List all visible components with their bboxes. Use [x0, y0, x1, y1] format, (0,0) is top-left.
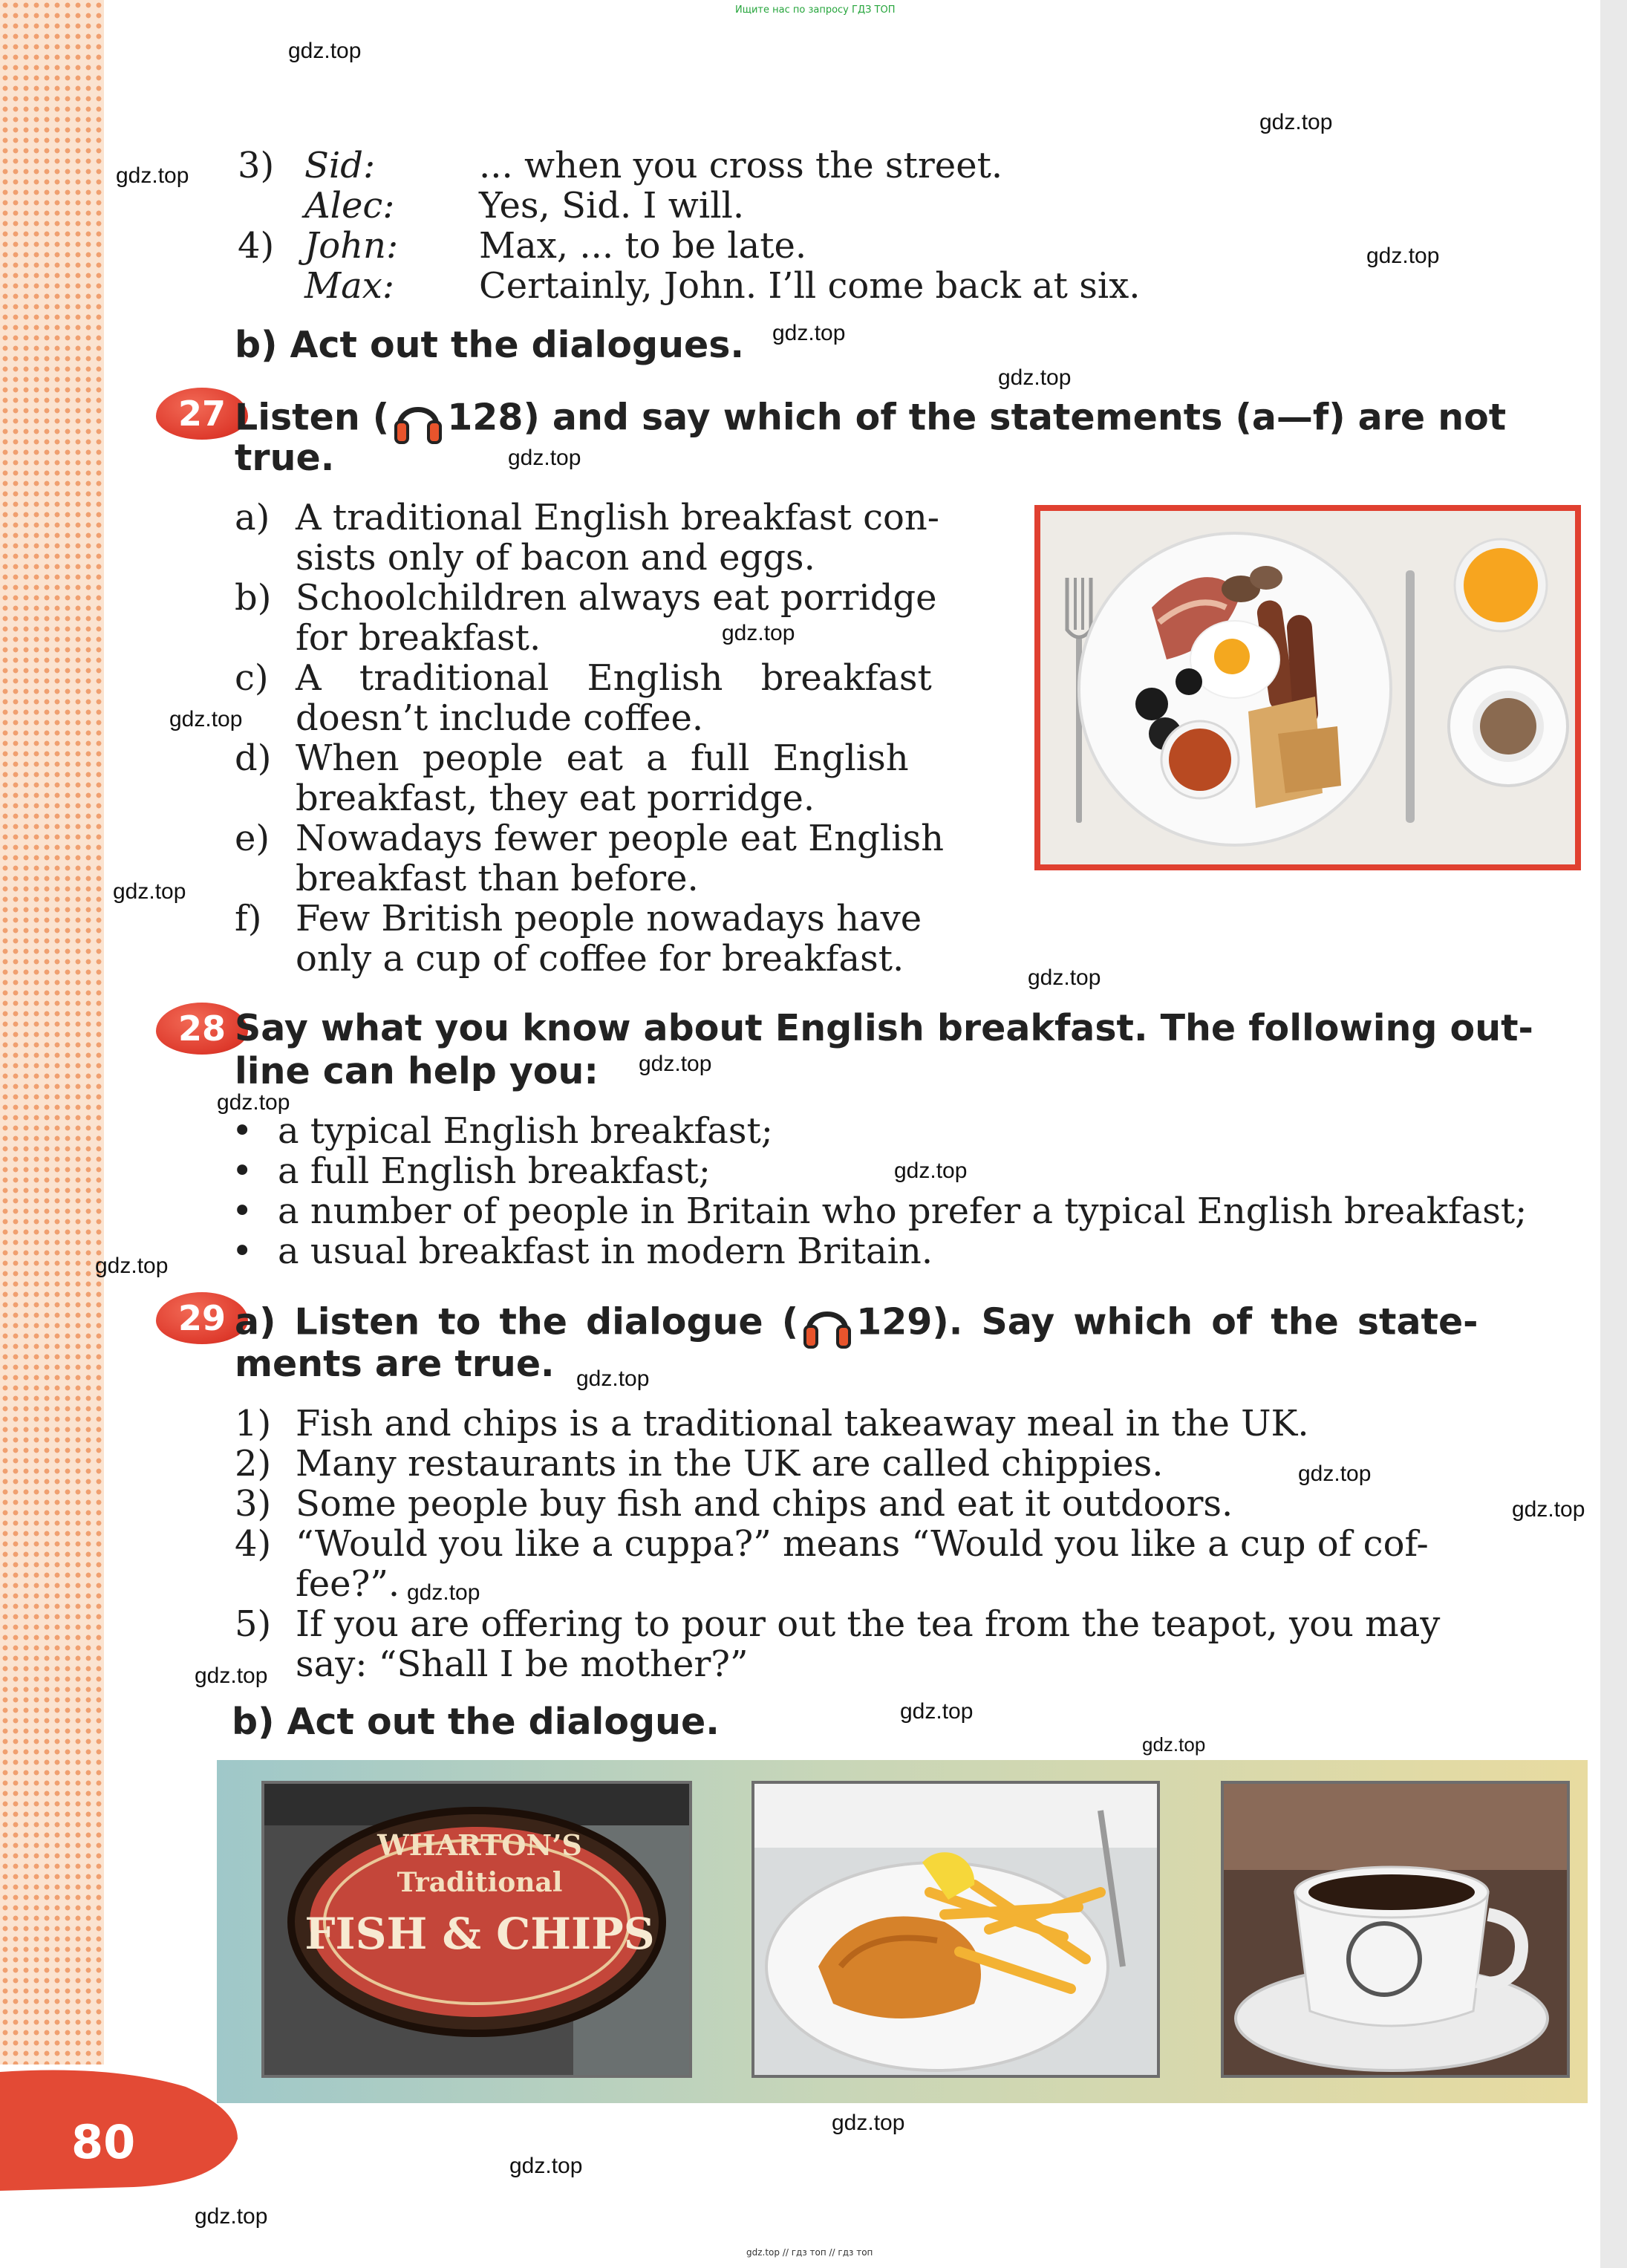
item-label: d) [235, 737, 272, 779]
bullet-text: a full English breakfast; [278, 1150, 711, 1192]
footer-note: gdz.top // гдз топ // гдз топ [746, 2247, 873, 2258]
item-label: 5) [235, 1603, 272, 1645]
watermark: gdz.top [195, 1663, 268, 1688]
fish-and-chips-sign-photo [261, 1781, 692, 2078]
watermark: gdz.top [508, 446, 581, 470]
watermark: gdz.top [576, 1366, 650, 1391]
watermark: gdz.top [772, 321, 846, 345]
watermark: gdz.top [509, 2154, 583, 2178]
sign-text: WHARTON’S [377, 1828, 582, 1862]
watermark: gdz.top [894, 1159, 968, 1183]
exercise-badge-29: 29 [156, 1292, 248, 1344]
exercise-29-instruction-cont: ments are true. [235, 1343, 555, 1385]
watermark: gdz.top [1028, 965, 1101, 990]
item-text: A traditional English breakfast [296, 657, 932, 699]
item-text: If you are offering to pour out the tea from the teapot, you may [296, 1603, 1441, 1645]
task-act-out-dialogues: b) Act out the dialogues. [235, 324, 744, 366]
dialogue-speaker: Alec: [304, 185, 395, 227]
dialogue-speaker: Sid: [304, 145, 376, 186]
instruction-text: a) Listen to the dialogue ( [235, 1300, 799, 1343]
headphones-icon [803, 1298, 852, 1350]
item-text: When people eat a full English [296, 737, 909, 779]
watermark: gdz.top [1298, 1462, 1372, 1486]
item-label: c) [235, 657, 269, 699]
item-text: only a cup of coffee for breakfast. [296, 938, 904, 980]
dialogue-text: Yes, Sid. I will. [479, 185, 745, 227]
item-text: for breakfast. [296, 617, 541, 659]
item-text: “Would you like a cuppa?” means “Would you like a cup of cof- [296, 1523, 1429, 1565]
dialogue-text: Certainly, John. I’ll come back at six. [479, 265, 1141, 307]
watermark: gdz.top [900, 1699, 974, 1724]
item-text: say: “Shall I be mother?” [296, 1643, 749, 1685]
breakfast-illustration [1040, 511, 1575, 864]
dialogue-text: ... when you cross the street. [479, 145, 1003, 186]
header-note: Ищите нас по запросу ГДЗ ТОП [735, 4, 896, 16]
watermark: gdz.top [217, 1090, 290, 1115]
watermark: gdz.top [288, 39, 362, 63]
photo-strip [217, 1760, 1588, 2103]
bullet-text: a typical English breakfast; [278, 1110, 773, 1152]
english-breakfast-photo [1034, 505, 1581, 870]
watermark: gdz.top [1142, 1733, 1206, 1756]
item-label: a) [235, 497, 270, 538]
dialogue-number: 4) [238, 225, 275, 267]
instruction-text: 128) and say which of the statements (a—f) are not [447, 396, 1507, 439]
watermark: gdz.top [116, 163, 189, 188]
watermark: gdz.top [639, 1052, 712, 1076]
task-act-out-dialogue: b) Act out the dialogue. [232, 1701, 720, 1743]
instruction-text: 129). Say which of the state- [856, 1300, 1478, 1343]
watermark: gdz.top [1259, 110, 1333, 134]
fish-and-chips-plate-photo [751, 1781, 1160, 2078]
exercise-27-instruction-cont: true. [235, 437, 335, 479]
item-label: 2) [235, 1443, 272, 1485]
item-label: b) [235, 577, 272, 619]
exercise-badge-27: 27 [156, 388, 248, 440]
watermark: gdz.top [195, 2204, 268, 2229]
dialogue-speaker: Max: [304, 265, 395, 307]
headphones-icon [394, 394, 443, 446]
watermark: gdz.top [832, 2111, 905, 2135]
sign-text: FISH & CHIPS [304, 1909, 655, 1959]
watermark: gdz.top [722, 621, 795, 645]
item-text: Few British people nowadays have [296, 898, 922, 939]
item-label: 4) [235, 1523, 272, 1565]
item-text: fee?”. [296, 1563, 400, 1605]
page-edge [1600, 0, 1627, 2268]
exercise-28-instruction-cont: line can help you: [235, 1050, 599, 1092]
item-text: Schoolchildren always eat porridge [296, 577, 937, 619]
dialogue-number: 3) [238, 145, 275, 186]
item-text: doesn’t include coffee. [296, 697, 704, 739]
watermark: gdz.top [407, 1580, 480, 1605]
item-text: Nowadays fewer people eat English [296, 818, 945, 859]
watermark: gdz.top [998, 365, 1072, 390]
decorative-dotted-strip [0, 0, 104, 2065]
watermark: gdz.top [95, 1254, 169, 1278]
item-text: breakfast, they eat porridge. [296, 778, 815, 819]
sign-text: Traditional [397, 1867, 563, 1898]
dialogue-text: Max, ... to be late. [479, 225, 807, 267]
item-text: A traditional English breakfast con- [296, 497, 939, 538]
bullet-text: a number of people in Britain who prefer a typical English breakfast; [278, 1190, 1527, 1232]
watermark: gdz.top [113, 879, 186, 904]
item-text: sists only of bacon and eggs. [296, 537, 815, 579]
watermark: gdz.top [1366, 244, 1440, 268]
coffee-cup-photo [1221, 1781, 1570, 2078]
watermark: gdz.top [1512, 1497, 1585, 1522]
exercise-badge-28: 28 [156, 1003, 248, 1055]
item-label: 1) [235, 1403, 272, 1444]
exercise-27-instruction [235, 394, 1506, 446]
exercise-28-instruction: Say what you know about English breakfast. The following out- [235, 1007, 1533, 1049]
item-label: f) [235, 898, 262, 939]
instruction-text: Listen ( [235, 396, 390, 439]
item-label: 3) [235, 1483, 272, 1525]
item-text: breakfast than before. [296, 858, 699, 899]
watermark: gdz.top [169, 707, 243, 731]
item-text: Some people buy fish and chips and eat it outdoors. [296, 1483, 1233, 1525]
item-text: Fish and chips is a traditional takeaway meal in the UK. [296, 1403, 1309, 1444]
item-label: e) [235, 818, 270, 859]
page-number: 80 [71, 2115, 136, 2169]
item-text: Many restaurants in the UK are called chippies. [296, 1443, 1164, 1485]
dialogue-speaker: John: [304, 225, 399, 267]
bullet-text: a usual breakfast in modern Britain. [278, 1231, 933, 1272]
